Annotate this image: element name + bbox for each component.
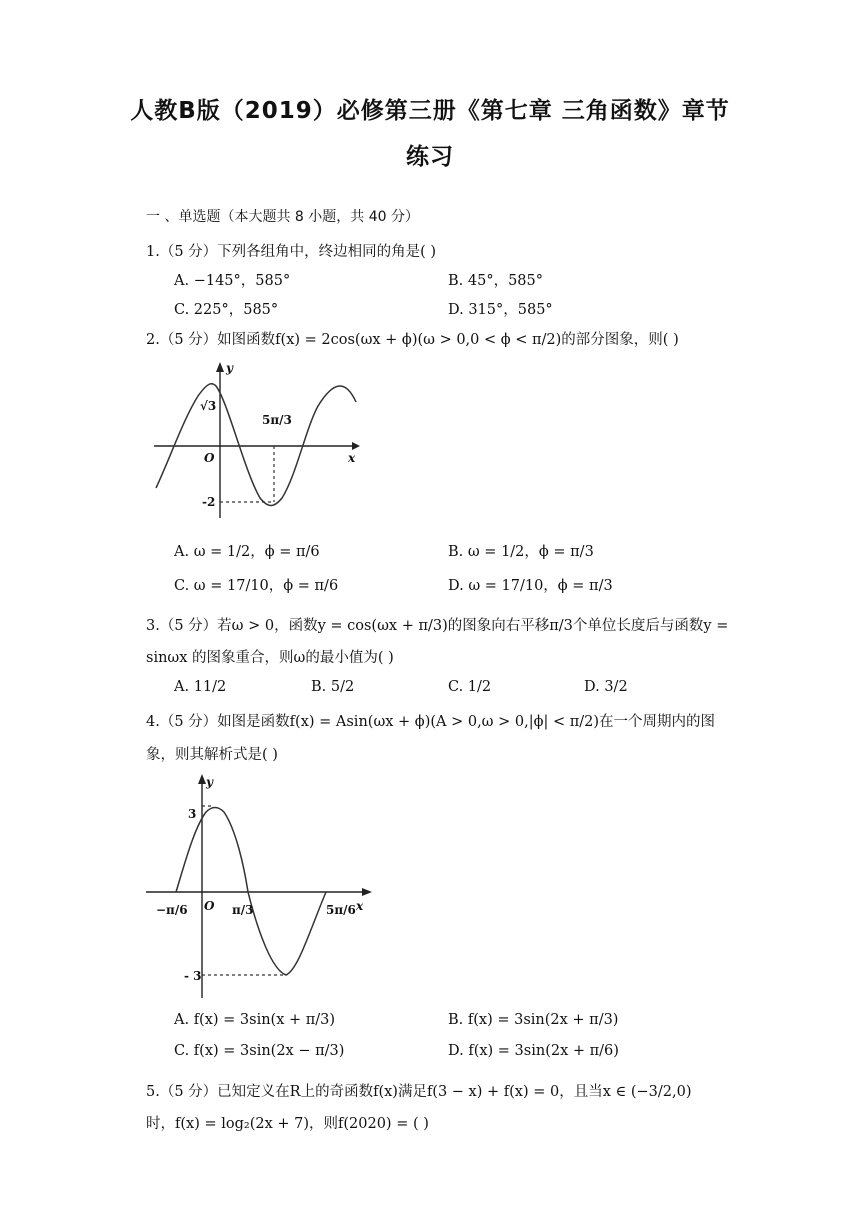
q4-option-d: D. f(x) = 3sin(2x + π/6) [448, 1043, 619, 1059]
q4-option-c: C. f(x) = 3sin(2x − π/3) [174, 1043, 345, 1059]
section-heading: 一 、单选题（本大题共 8 小题，共 40 分） [146, 209, 419, 225]
q1-option-b: B. 45°，585° [448, 273, 544, 289]
q2-option-b: B. ω = 1/2，ϕ = π/3 [448, 544, 594, 560]
q4-stem-line1: 4.（5 分）如图是函数f(x) = Asin(ωx + ϕ)(A > 0,ω > 0,|ϕ| < π/2)在一个周期内的图 [146, 714, 716, 730]
q4-left-label: −π/6 [156, 903, 188, 917]
q4-max-label: 3 [188, 807, 197, 821]
q1-option-d: D. 315°，585° [448, 302, 553, 318]
q2-option-a: A. ω = 1/2，ϕ = π/6 [174, 544, 320, 560]
q5-stem-line2: 时，f(x) = log₂(2x + 7)，则f(2020) = ( ) [146, 1116, 429, 1132]
doc-title-line2: 练习 [406, 144, 454, 170]
q2-x-label: x [348, 451, 356, 465]
q3-stem-line2: sinωx 的图象重合，则ω的最小值为( ) [146, 650, 394, 666]
q3-option-a: A. 11/2 [174, 679, 227, 695]
q1-option-a: A. −145°，585° [174, 273, 291, 289]
q4-right-label: 5π/6 [326, 903, 356, 917]
q4-x-arrow [362, 888, 372, 896]
q4-origin-label: O [204, 899, 215, 913]
q2-max-label: √3 [200, 399, 217, 413]
q4-graph [140, 770, 380, 1002]
q2-point-label: 5π/3 [262, 413, 292, 427]
q4-stem-line2: 象，则其解析式是( ) [146, 747, 278, 763]
q3-option-d: D. 3/2 [584, 679, 628, 695]
q4-curve [176, 808, 326, 976]
q2-y-label: y [226, 361, 233, 375]
q2-stem: 2.（5 分）如图函数f(x) = 2cos(ωx + ϕ)(ω > 0,0 < ϕ < π/2)的部分图象，则( ) [146, 332, 679, 348]
q2-y-arrow [216, 362, 224, 372]
q2-option-d: D. ω = 17/10，ϕ = π/3 [448, 578, 613, 594]
q1-option-c: C. 225°，585° [174, 302, 279, 318]
doc-title-line1: 人教B版（2019）必修第三册《第七章 三角函数》章节 [130, 98, 730, 124]
q2-origin-label: O [204, 451, 215, 465]
q3-stem-line1: 3.（5 分）若ω > 0，函数y = cos(ωx + π/3)的图象向右平移π/3个单位长度后与函数y = [146, 618, 729, 634]
q3-option-b: B. 5/2 [311, 679, 355, 695]
q2-x-arrow [352, 442, 360, 450]
q5-stem-line1: 5.（5 分）已知定义在R上的奇函数f(x)满足f(3 − x) + f(x) = 0，且当x ∈ (−3/2,0) [146, 1084, 692, 1100]
q2-curve [156, 384, 356, 506]
q3-option-c: C. 1/2 [448, 679, 492, 695]
q4-min-label: - 3 [184, 969, 202, 983]
q2-min-label: -2 [202, 495, 216, 509]
q4-zero-label: π/3 [232, 903, 254, 917]
q4-x-label: x [356, 899, 364, 913]
q2-option-c: C. ω = 17/10，ϕ = π/6 [174, 578, 339, 594]
q1-stem: 1.（5 分）下列各组角中，终边相同的角是( ) [146, 244, 437, 260]
q4-option-b: B. f(x) = 3sin(2x + π/3) [448, 1012, 619, 1028]
q4-y-arrow [198, 774, 206, 784]
q2-graph [150, 358, 370, 523]
q4-option-a: A. f(x) = 3sin(x + π/3) [174, 1012, 336, 1028]
q4-y-label: y [206, 775, 213, 789]
